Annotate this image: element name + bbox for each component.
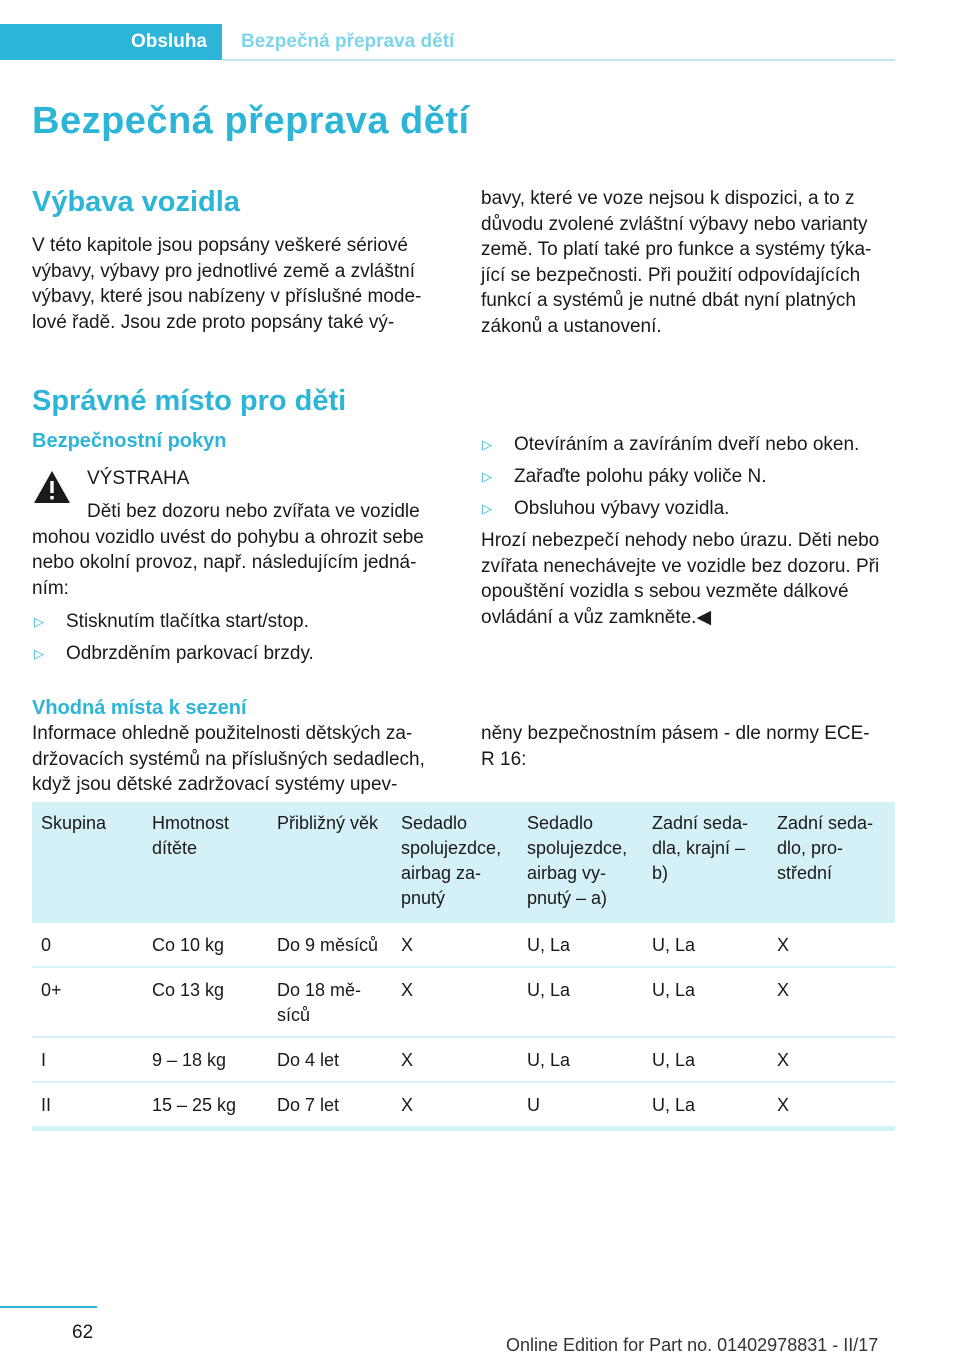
- table-header-cell: [768, 802, 895, 923]
- cell-line: X: [401, 1095, 414, 1115]
- text-line: mohou vozidlo uvést do pohybu a ohrozit sebe: [32, 526, 424, 548]
- cell-line: Co 13 kg: [152, 980, 225, 1000]
- cell-line: Skupina: [41, 813, 107, 833]
- list-item-text: Obsluhou výbavy vozidla.: [514, 498, 730, 519]
- table-header-cell: [643, 802, 768, 923]
- cell-line: Do 18 mě‐: [277, 980, 362, 1000]
- subheading-vhodna-mista: Vhodná místa k sezení: [32, 697, 247, 719]
- table-header-cell: [518, 802, 643, 923]
- cell-line: II: [41, 1095, 52, 1115]
- triangle-right-icon: ▷: [482, 501, 492, 516]
- text-line: funkcí a systémů je nutné dbát nyní platných: [481, 290, 856, 311]
- text-line: něny bezpečnostním pásem - dle normy ECE-: [481, 723, 870, 744]
- cell-line: X: [401, 935, 414, 955]
- edition-note: Online Edition for Part no. 01402978831 - II/17: [506, 1335, 879, 1355]
- text-line: země. To platí také pro funkce a systémy týka‐: [481, 239, 872, 260]
- table-cell: [268, 1082, 392, 1129]
- table-header-cell: [32, 802, 143, 923]
- cell-line: X: [401, 980, 414, 1000]
- text-line: lové řadě. Jsou zde proto popsány také vý‐: [32, 311, 395, 333]
- cell-line: U: [527, 1095, 540, 1115]
- table-cell: [392, 1037, 518, 1082]
- cell-line: b): [652, 863, 669, 883]
- table-cell: [32, 1082, 143, 1129]
- cell-line: U, La: [652, 980, 696, 1000]
- cell-line: dítěte: [152, 838, 198, 858]
- cell-line: dla, krajní –: [652, 838, 746, 858]
- cell-line: U, La: [527, 980, 571, 1000]
- list-item: [482, 432, 902, 458]
- table-cell: [518, 1037, 643, 1082]
- cell-line: spolujezdce,: [401, 838, 502, 858]
- list-item-text: Zařaďte polohu páky voliče N.: [514, 466, 767, 487]
- text-line: ovládání a vůz zamkněte.◀: [481, 606, 712, 628]
- list-item: [482, 496, 902, 522]
- cell-line: X: [401, 1050, 414, 1070]
- cell-line: 15 – 25 kg: [152, 1095, 237, 1115]
- cell-line: X: [777, 1050, 790, 1070]
- cell-line: U, La: [527, 1050, 571, 1070]
- section-heading-misto: Správné místo pro děti: [32, 385, 347, 417]
- header-tab: [0, 24, 222, 60]
- text-line: držovacích systémů na příslušných sedadlech,: [32, 748, 425, 770]
- list-item-text: Odbrzděním parkovací brzdy.: [66, 643, 314, 664]
- cell-line: X: [777, 980, 790, 1000]
- table-cell: [768, 1037, 895, 1082]
- table-cell: [518, 967, 643, 1037]
- text-line: zákonů a ustanovení.: [481, 315, 662, 337]
- triangle-right-icon: ▷: [34, 614, 44, 629]
- table-cell: [768, 1082, 895, 1129]
- text-line: nebo okolní provoz, např. následujícím jedná‐: [32, 552, 417, 573]
- text-line: ním:: [32, 577, 69, 599]
- cell-line: Sedadlo: [401, 813, 468, 833]
- table-cell: [268, 923, 392, 967]
- table-cell: [268, 967, 392, 1037]
- table-row: [32, 1037, 895, 1082]
- cell-line: U, La: [652, 1095, 696, 1115]
- text-line: Informace ohledně použitelnosti dětských za‐: [32, 723, 413, 744]
- cell-line: Co 10 kg: [152, 935, 225, 955]
- table-cell: [392, 1082, 518, 1129]
- cell-line: Zadní seda‐: [652, 813, 749, 833]
- cell-line: Do 4 let: [277, 1050, 340, 1070]
- triangle-right-icon: ▷: [482, 437, 492, 452]
- text-line: jící se bezpečnosti. Při použití odpovídajících: [481, 264, 861, 286]
- cell-line: I: [41, 1050, 47, 1070]
- table-cell: [643, 1037, 768, 1082]
- cell-line: Do 9 měsíců: [277, 935, 379, 955]
- cell-line: pnutý: [401, 888, 446, 908]
- table-cell: [518, 1082, 643, 1129]
- header-tab-label: Obsluha: [130, 31, 207, 52]
- text-line: opouštění vozidla s sebou vezměte dálkové: [481, 581, 849, 602]
- seating-table: [32, 802, 895, 1131]
- table-cell: [143, 923, 268, 967]
- text-line: bavy, které ve voze nejsou k dispozici, a to z: [481, 188, 855, 209]
- cell-line: U, La: [527, 935, 571, 955]
- table-cell: [143, 967, 268, 1037]
- cell-line: X: [777, 1095, 790, 1115]
- cell-line: Hmotnost: [152, 813, 230, 833]
- page-title: Bezpečná přeprava dětí: [32, 100, 470, 142]
- cell-line: Přibližný věk: [277, 813, 379, 833]
- header-section: Bezpečná přeprava dětí: [241, 31, 455, 52]
- cell-line: dlo, pro‐: [777, 838, 844, 858]
- table-cell: [143, 1082, 268, 1129]
- footer-rule: [0, 1306, 97, 1308]
- table-header-cell: [268, 802, 392, 923]
- triangle-right-icon: ▷: [482, 469, 492, 484]
- cell-line: Sedadlo: [527, 813, 594, 833]
- header-rule: [222, 59, 895, 61]
- cell-line: U, La: [652, 935, 696, 955]
- section-heading-vybava: Výbava vozidla: [32, 186, 240, 218]
- cell-line: 9 – 18 kg: [152, 1050, 227, 1070]
- table-cell: [268, 1037, 392, 1082]
- table-cell: [32, 923, 143, 967]
- page-number: 62: [72, 1322, 94, 1343]
- cell-line: 0: [41, 935, 52, 955]
- text-line: výbavy, které jsou nabízeny v příslušné mode‐: [32, 286, 422, 307]
- table-cell: [768, 923, 895, 967]
- table-row: [32, 967, 895, 1037]
- table-cell: [392, 967, 518, 1037]
- warning-text-first: Děti bez dozoru nebo zvířata ve vozidle: [87, 501, 420, 522]
- text-line: výbavy, výbavy pro jednotlivé země a zvláštní: [32, 260, 415, 282]
- cell-line: airbag za‐: [401, 863, 482, 883]
- table-row: [32, 1082, 895, 1129]
- cell-line: spolujezdce,: [527, 838, 628, 858]
- table-cell: [518, 923, 643, 967]
- cell-line: X: [777, 935, 790, 955]
- subheading-bezpecnostni-pokyn: Bezpečnostní pokyn: [32, 430, 227, 452]
- list-item: [34, 641, 454, 667]
- list-item: [482, 464, 902, 490]
- table-row: [32, 923, 895, 967]
- text-line: V této kapitole jsou popsány veškeré sériové: [32, 235, 408, 256]
- table-cell: [32, 1037, 143, 1082]
- list-item-text: Stisknutím tlačítka start/stop.: [66, 611, 309, 632]
- table-header-row: [32, 802, 895, 923]
- table-cell: [643, 967, 768, 1037]
- table-header-cell: [143, 802, 268, 923]
- table-cell: [768, 967, 895, 1037]
- list-item-text: Otevíráním a zavíráním dveří nebo oken.: [514, 434, 860, 455]
- cell-line: střední: [777, 863, 833, 883]
- list-item: [34, 609, 454, 635]
- table-cell: [643, 923, 768, 967]
- text-line: důvodu zvolené zvláštní výbavy nebo varianty: [481, 213, 868, 235]
- text-line: zvířata nenechávejte ve vozidle bez dozoru. Při: [481, 555, 880, 577]
- table-header-cell: [392, 802, 518, 923]
- warning-label: VÝSTRAHA: [87, 468, 190, 489]
- cell-line: síců: [277, 1005, 311, 1025]
- table-cell: [643, 1082, 768, 1129]
- warning-triangle-icon: [33, 470, 71, 504]
- cell-line: U, La: [652, 1050, 696, 1070]
- table-cell: [32, 967, 143, 1037]
- triangle-right-icon: ▷: [34, 646, 44, 661]
- text-line: Hrozí nebezpečí nehody nebo úrazu. Děti nebo: [481, 530, 880, 551]
- cell-line: Do 7 let: [277, 1095, 340, 1115]
- table-cell: [392, 923, 518, 967]
- text-line: když jsou dětské zadržovací systémy upev‐: [32, 774, 398, 795]
- text-line: R 16:: [481, 748, 527, 770]
- cell-line: pnutý – a): [527, 888, 608, 908]
- cell-line: airbag vy‐: [527, 863, 607, 883]
- table-cell: [143, 1037, 268, 1082]
- cell-line: Zadní seda‐: [777, 813, 874, 833]
- cell-line: 0+: [41, 980, 62, 1000]
